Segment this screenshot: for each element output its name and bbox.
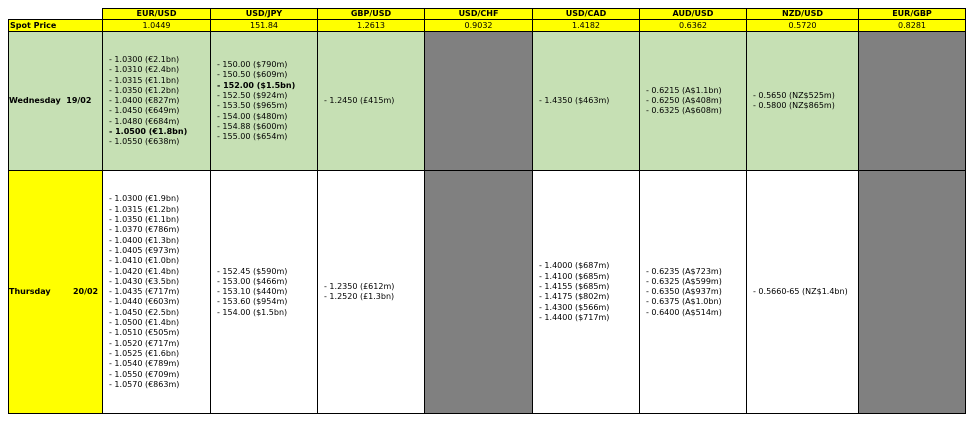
expiry-strike: - 150.50 ($609m) xyxy=(217,70,288,80)
expiry-cell-audusd xyxy=(640,171,747,414)
day-name: Wednesday xyxy=(9,96,61,106)
expiry-cell-eurgbp xyxy=(859,32,966,171)
expiry-strike: - 1.0510 (€505m) xyxy=(109,328,180,338)
expiry-strike: - 0.6325 (A$608m) xyxy=(646,106,722,116)
spot-value-usdjpy: 151.84 xyxy=(211,20,318,32)
spot-value-eurusd: 1.0449 xyxy=(103,20,211,32)
expiry-strike: - 1.4000 ($687m) xyxy=(539,261,610,271)
spot-value-usdchf: 0.9032 xyxy=(425,20,533,32)
expiry-strike: - 0.6235 (A$723m) xyxy=(646,266,722,276)
expiry-list xyxy=(640,267,746,318)
expiry-list xyxy=(318,282,424,303)
expiry-strike: - 1.0315 (€1.2bn) xyxy=(109,204,180,214)
expiry-strike: - 1.0350 (€1.2bn) xyxy=(109,85,180,95)
expiry-strike: - 1.0500 (€1.8bn) xyxy=(109,127,188,137)
spot-value-audusd: 0.6362 xyxy=(640,20,747,32)
expiry-cell-audusd xyxy=(640,32,747,171)
expiry-strike: - 0.5660-65 (NZ$1.4bn) xyxy=(753,287,848,297)
expiry-list xyxy=(533,261,639,323)
expiry-strike: - 1.0540 (€789m) xyxy=(109,359,180,369)
expiry-strike: - 1.0500 (€1.4bn) xyxy=(109,318,180,328)
pair-header-eurusd: EUR/USD xyxy=(103,9,211,20)
pair-header-eurgbp: EUR/GBP xyxy=(859,9,966,20)
expiry-strike: - 154.00 ($1.5bn) xyxy=(217,307,288,317)
expiry-strike: - 153.00 ($466m) xyxy=(217,276,288,286)
expiry-strike: - 0.6350 (A$937m) xyxy=(646,287,722,297)
expiry-strike: - 1.2520 (£1.3bn) xyxy=(324,292,395,302)
expiry-list xyxy=(211,267,317,318)
expiry-strike: - 1.0350 (€1.1bn) xyxy=(109,215,180,225)
expiry-strike: - 1.0400 (€827m) xyxy=(109,96,180,106)
spot-value-nzdusd: 0.5720 xyxy=(747,20,859,32)
expiry-strike: - 1.0300 (€2.1bn) xyxy=(109,54,180,64)
spot-value-usdcad: 1.4182 xyxy=(533,20,640,32)
expiry-strike: - 1.0525 (€1.6bn) xyxy=(109,348,180,358)
expiry-strike: - 0.6215 (A$1.1bn) xyxy=(646,85,722,95)
expiry-list xyxy=(103,55,210,148)
expiry-strike: - 1.0450 (€649m) xyxy=(109,106,180,116)
expiry-strike: - 1.2350 (£612m) xyxy=(324,282,395,291)
expiry-strike: - 1.0435 (€717m) xyxy=(109,287,180,297)
expiry-strike: - 1.0520 (€717m) xyxy=(109,338,180,348)
expiry-strike: - 1.0310 (€2.4bn) xyxy=(109,65,180,75)
expiry-strike: - 1.0440 (€603m) xyxy=(109,297,180,307)
pair-header-usdjpy: USD/JPY xyxy=(211,9,318,20)
expiry-cell-gbpusd xyxy=(318,171,425,414)
expiry-strike: - 1.0300 (€1.9bn) xyxy=(109,194,180,204)
expiry-cell-nzdusd xyxy=(747,171,859,414)
expiry-strike: - 154.00 ($480m) xyxy=(217,111,288,121)
expiry-strike: - 0.6375 (A$1.0bn) xyxy=(646,297,722,307)
expiry-cell-eurgbp xyxy=(859,171,966,414)
expiry-strike: - 1.0410 (€1.0bn) xyxy=(109,256,180,266)
expiry-strike: - 1.0550 (€638m) xyxy=(109,137,180,147)
day-date: 19/02 xyxy=(66,96,92,106)
expiry-strike: - 1.4350 ($463m) xyxy=(539,96,610,106)
expiry-strike: - 1.0315 (€1.1bn) xyxy=(109,75,180,85)
expiry-cell-gbpusd xyxy=(318,32,425,171)
expiry-strike: - 153.10 ($440m) xyxy=(217,287,288,297)
expiry-strike: - 1.0430 (€3.5bn) xyxy=(109,276,180,286)
day-name: Thursday xyxy=(9,287,51,297)
spot-price-label: Spot Price xyxy=(9,20,103,32)
row-label-wednesday xyxy=(9,32,103,171)
expiry-strike: - 1.4100 ($685m) xyxy=(539,271,610,281)
expiry-row-thursday xyxy=(9,171,966,414)
expiry-cell-nzdusd xyxy=(747,32,859,171)
expiry-cell-eurusd xyxy=(103,32,211,171)
expiry-strike: - 153.60 ($954m) xyxy=(217,297,288,307)
expiry-cell-usdcad xyxy=(533,32,640,171)
spot-price-row xyxy=(9,20,966,32)
expiry-strike: - 1.0570 (€863m) xyxy=(109,379,180,389)
expiry-list xyxy=(747,91,858,112)
expiry-strike: - 1.4175 ($802m) xyxy=(539,292,610,302)
expiry-strike: - 0.6325 (A$599m) xyxy=(646,276,722,286)
expiry-strike: - 155.00 ($654m) xyxy=(217,132,288,142)
corner-cell xyxy=(9,9,103,20)
expiry-list xyxy=(640,86,746,117)
expiry-strike: - 1.0405 (€973m) xyxy=(109,245,180,255)
pair-header-gbpusd: GBP/USD xyxy=(318,9,425,20)
expiry-strike: - 0.6250 (A$408m) xyxy=(646,96,722,106)
pair-header-usdchf: USD/CHF xyxy=(425,9,533,20)
expiry-strike: - 1.0550 (€709m) xyxy=(109,369,180,379)
expiry-strike: - 1.0480 (€684m) xyxy=(109,116,180,126)
expiry-cell-usdcad xyxy=(533,171,640,414)
expiry-strike: - 154.88 ($600m) xyxy=(217,121,288,131)
fx-option-expiries-table xyxy=(8,8,966,414)
expiry-list xyxy=(211,60,317,142)
expiry-strike: - 1.0400 (€1.3bn) xyxy=(109,235,180,245)
spot-value-eurgbp: 0.8281 xyxy=(859,20,966,32)
expiry-strike: - 1.2450 (£415m) xyxy=(324,96,395,106)
day-date: 20/02 xyxy=(72,287,99,297)
expiry-strike: - 1.4300 ($566m) xyxy=(539,302,610,312)
expiry-strike: - 0.6400 (A$514m) xyxy=(646,307,722,317)
row-label-thursday xyxy=(9,171,103,414)
pair-header-usdcad: USD/CAD xyxy=(533,9,640,20)
expiry-list xyxy=(318,96,424,106)
expiry-cell-usdchf xyxy=(425,32,533,171)
expiry-list xyxy=(533,96,639,106)
expiry-strike: - 1.4400 ($717m) xyxy=(539,312,610,322)
spot-value-gbpusd: 1.2613 xyxy=(318,20,425,32)
expiry-strike: - 0.5650 (NZ$525m) xyxy=(753,91,835,100)
expiry-strike: - 152.50 ($924m) xyxy=(217,91,288,100)
expiry-cell-eurusd xyxy=(103,171,211,414)
expiry-cell-usdjpy xyxy=(211,171,318,414)
expiry-row-wednesday xyxy=(9,32,966,171)
expiry-strike: - 0.5800 (NZ$865m) xyxy=(753,101,835,111)
expiry-strike: - 153.50 ($965m) xyxy=(217,101,288,111)
expiry-strike: - 152.45 ($590m) xyxy=(217,266,288,276)
header-row xyxy=(9,9,966,20)
expiry-strike: - 152.00 ($1.5bn) xyxy=(217,80,296,90)
pair-header-audusd: AUD/USD xyxy=(640,9,747,20)
pair-header-nzdusd: NZD/USD xyxy=(747,9,859,20)
expiry-strike: - 1.4155 ($685m) xyxy=(539,282,610,291)
expiry-cell-usdjpy xyxy=(211,32,318,171)
expiry-cell-usdchf xyxy=(425,171,533,414)
expiry-strike: - 1.0370 (€786m) xyxy=(109,225,180,235)
expiry-list xyxy=(747,287,858,297)
expiry-strike: - 1.0420 (€1.4bn) xyxy=(109,266,180,276)
expiry-strike: - 150.00 ($790m) xyxy=(217,60,288,70)
expiry-list xyxy=(103,194,210,390)
expiry-strike: - 1.0450 (€2.5bn) xyxy=(109,307,180,317)
